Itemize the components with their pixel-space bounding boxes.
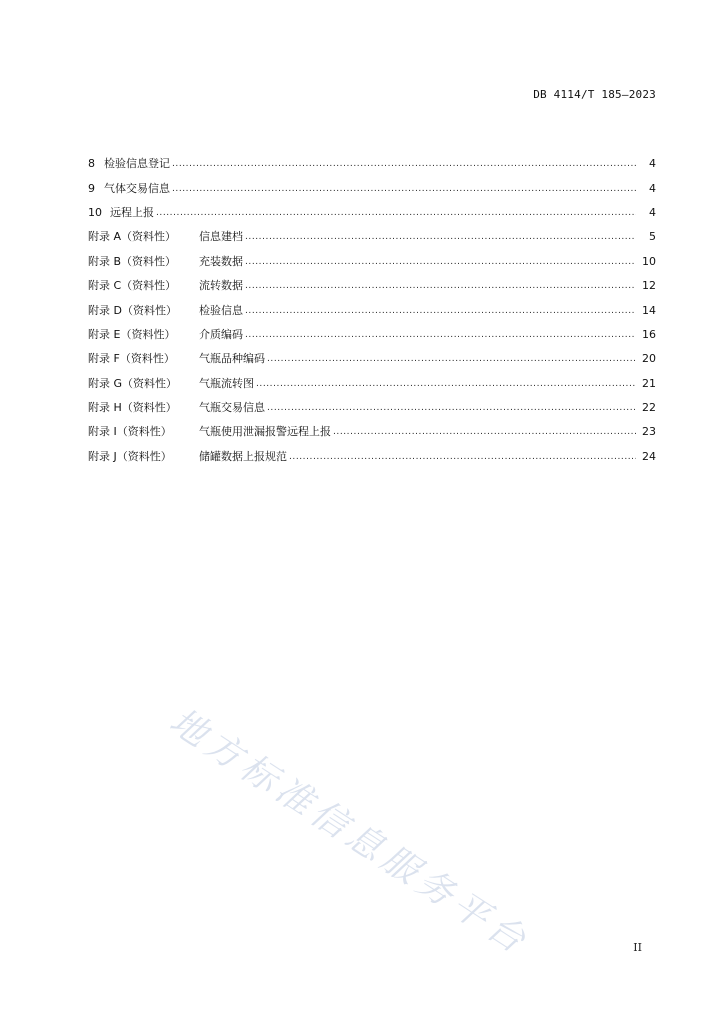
toc-entry-number: 10 bbox=[88, 205, 102, 219]
toc-entry-title: 储罐数据上报规范 bbox=[199, 449, 287, 463]
toc-entry-page: 23 bbox=[642, 425, 656, 439]
toc-entry-number: 附录 D（资料性） bbox=[88, 303, 177, 317]
toc-entry-page: 14 bbox=[642, 303, 656, 317]
toc-entry-title: 检验信息 bbox=[199, 303, 243, 317]
toc-entry[interactable] bbox=[88, 201, 656, 225]
toc-entry[interactable] bbox=[88, 298, 656, 322]
toc-leader-dots bbox=[172, 157, 636, 171]
toc-entry-page: 22 bbox=[642, 401, 656, 415]
toc-entry-title: 气瓶流转图 bbox=[199, 376, 254, 390]
toc-entry-title: 气体交易信息 bbox=[104, 181, 170, 195]
toc-entry-number: 附录 B（资料性） bbox=[88, 254, 177, 268]
toc-entry[interactable] bbox=[88, 176, 656, 200]
table-of-contents bbox=[88, 152, 656, 469]
toc-entry-number: 9 bbox=[88, 181, 95, 195]
toc-leader-dots bbox=[245, 328, 636, 342]
toc-entry[interactable] bbox=[88, 396, 656, 420]
toc-entry[interactable] bbox=[88, 420, 656, 444]
toc-leader-dots bbox=[267, 401, 636, 415]
toc-entry[interactable] bbox=[88, 152, 656, 176]
toc-entry-number: 附录 G（资料性） bbox=[88, 376, 178, 390]
toc-entry-page: 4 bbox=[649, 205, 656, 219]
toc-entry[interactable] bbox=[88, 445, 656, 469]
toc-entry[interactable] bbox=[88, 225, 656, 249]
page-number: II bbox=[633, 941, 642, 954]
toc-leader-dots bbox=[245, 255, 636, 269]
toc-leader-dots bbox=[333, 425, 636, 439]
toc-entry-title: 信息建档 bbox=[199, 230, 243, 244]
toc-entry-page: 4 bbox=[649, 181, 656, 195]
toc-entry-title: 介质编码 bbox=[199, 327, 243, 341]
toc-leader-dots bbox=[245, 230, 636, 244]
toc-entry-title: 流转数据 bbox=[199, 279, 243, 293]
toc-entry-page: 5 bbox=[649, 230, 656, 244]
toc-entry-number: 附录 E（资料性） bbox=[88, 327, 176, 341]
toc-entry-title: 气瓶交易信息 bbox=[199, 401, 265, 415]
toc-entry-page: 12 bbox=[642, 279, 656, 293]
toc-entry-title: 充装数据 bbox=[199, 254, 243, 268]
toc-entry-number: 附录 A（资料性） bbox=[88, 230, 177, 244]
toc-entry-number: 附录 H（资料性） bbox=[88, 401, 177, 415]
toc-entry[interactable] bbox=[88, 372, 656, 396]
toc-entry-number: 8 bbox=[88, 157, 95, 171]
toc-entry-number: 附录 F（资料性） bbox=[88, 352, 175, 366]
toc-entry-number: 附录 I（资料性） bbox=[88, 425, 172, 439]
toc-leader-dots bbox=[245, 279, 636, 293]
toc-leader-dots bbox=[156, 206, 636, 220]
toc-entry-page: 10 bbox=[642, 254, 656, 268]
toc-entry-page: 24 bbox=[642, 449, 656, 463]
toc-entry-page: 16 bbox=[642, 327, 656, 341]
toc-leader-dots bbox=[256, 377, 636, 391]
toc-entry-page: 20 bbox=[642, 352, 656, 366]
toc-leader-dots bbox=[289, 450, 636, 464]
toc-entry-page: 4 bbox=[649, 157, 656, 171]
standard-code: DB 4114/T 185—2023 bbox=[533, 88, 656, 101]
toc-entry[interactable] bbox=[88, 250, 656, 274]
toc-entry-page: 21 bbox=[642, 376, 656, 390]
toc-leader-dots bbox=[267, 352, 636, 366]
toc-leader-dots bbox=[245, 304, 636, 318]
toc-entry-title: 气瓶使用泄漏报警远程上报 bbox=[199, 425, 331, 439]
toc-leader-dots bbox=[172, 182, 636, 196]
toc-entry-title: 气瓶品种编码 bbox=[199, 352, 265, 366]
watermark: 地方标准信息服务平台 bbox=[162, 700, 537, 964]
toc-entry-number: 附录 J（资料性） bbox=[88, 449, 172, 463]
toc-entry[interactable] bbox=[88, 347, 656, 371]
toc-entry[interactable] bbox=[88, 274, 656, 298]
toc-entry-title: 检验信息登记 bbox=[104, 157, 170, 171]
toc-entry[interactable] bbox=[88, 323, 656, 347]
toc-entry-number: 附录 C（资料性） bbox=[88, 279, 177, 293]
toc-entry-title: 远程上报 bbox=[110, 205, 154, 219]
